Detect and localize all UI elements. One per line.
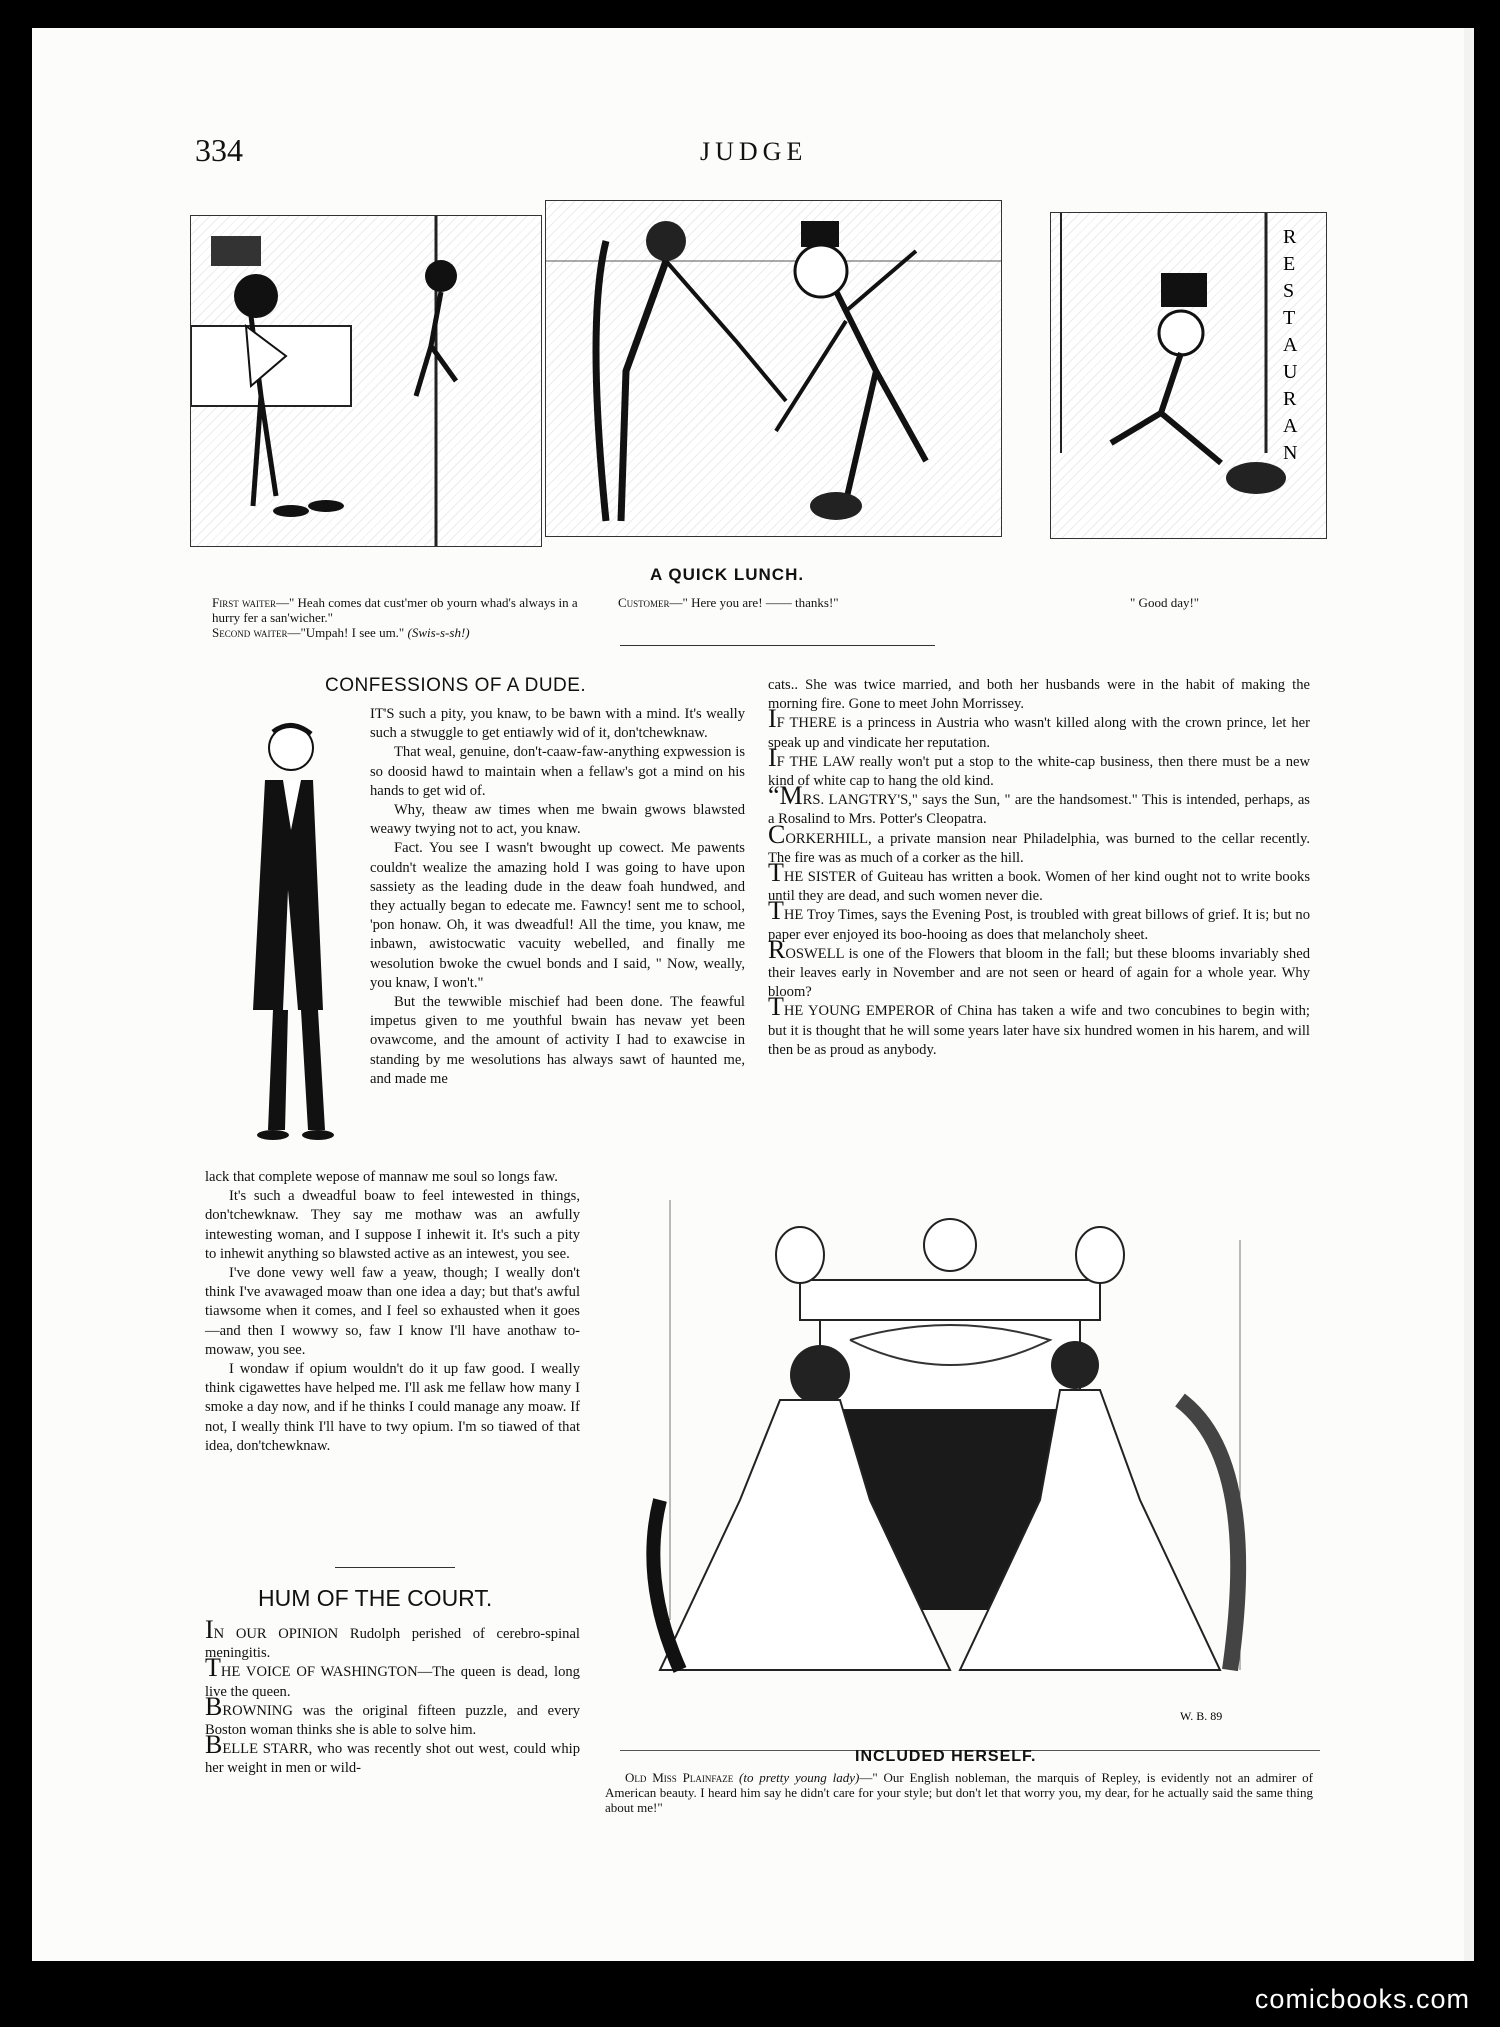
speaker-label: Customer — [618, 595, 670, 610]
news-item — [768, 934, 1310, 1003]
paragraph: I wondaw if opium wouldn't do it up faw good. I weally think cigawettes have helped me. I'll ask me fellaw how many I smoke a day now, and if he thinks I could manage any moaw. If not, I weally think I'll have to twy opium. I'm so tiawed of that idea, don'tchewknaw. — [205, 1361, 580, 1454]
caption-sound: (Swis-s-sh!) — [407, 625, 470, 640]
departure-drawing — [1051, 213, 1326, 538]
illustration-title: INCLUDED HERSELF. — [855, 1748, 1037, 1765]
stage-direction: (to pretty young lady) — [739, 1770, 860, 1785]
included-herself-illustration — [620, 1200, 1320, 1751]
two-ladies-drawing — [620, 1200, 1320, 1750]
running-head: JUDGE — [700, 137, 808, 166]
caption-text: —" Here you are! —— thanks!" — [669, 595, 839, 610]
continuation-text: cats.. She was twice married, and both her husbands were in the habit of making the morning fire. Gone to meet John Morrissey. — [768, 677, 1310, 713]
news-item — [768, 858, 1310, 906]
dude-heading: CONFESSIONS OF A DUDE. — [325, 675, 587, 696]
caption-text: —" Heah comes dat cust'mer ob yourn whad's always in a hurry fer a san'wicher." — [212, 595, 578, 625]
artist-signature: W. B. 89 — [1180, 1709, 1223, 1723]
news-item — [768, 992, 1310, 1060]
panel2-caption — [618, 595, 948, 610]
drop-cap: I — [205, 1615, 214, 1644]
lead-in: ORKERHILL, — [785, 830, 872, 847]
customer-drawing — [546, 201, 1001, 536]
hum-right-column — [768, 676, 1310, 1060]
panel1-caption — [212, 595, 592, 640]
item-text: is one of the Flowers that bloom in the fall; but these blooms invariably shed their leaves early in November and are not seen or heard of again for a whole year. Why bloom? — [768, 945, 1310, 1001]
cartoon-panel-1 — [190, 215, 542, 547]
section-rule — [335, 1567, 455, 1568]
lead-in: RS. LANGTRY'S," — [802, 792, 918, 809]
site-watermark: comicbooks.com — [1254, 1984, 1470, 2014]
caption-text: —" Our English nobleman, the marquis of Repley, is evidently not an admirer of American beauty. I heard him say he didn't care for your style; but don't let that worry you, my dear, for he actually said the same thing about me!" — [605, 1770, 1313, 1815]
item-text: really won't put a stop to the white-cap business, then there must be a new kind of white cap to hang the old kind. — [768, 753, 1311, 790]
paragraph: That weal, genuine, don't-caaw-faw-anything expwession is so doosid hawd to maintain when a fellaw's got a mind on his hands to get wid of. — [370, 744, 745, 799]
lead-in: F THERE — [776, 715, 837, 732]
drop-cap: I — [768, 742, 777, 772]
lead-in: OSWELL — [785, 945, 844, 962]
lead-in: HE YOUNG EMPEROR — [783, 1003, 935, 1020]
speaker-label: First waiter — [212, 595, 276, 610]
item-text: of China has taken a wife and two concubines to begin with; but it is thought that he will some years later have six hundred women in his harem, and will then be as proud as anybody. — [768, 1003, 1310, 1058]
illustration-caption — [605, 1770, 1313, 1815]
item-text: Rudolph perished of cerebro-spinal meningitis. — [205, 1626, 580, 1662]
item-text: a private mansion near Philadelphia, was burned to the cellar recently. The fire was as much of a corker as the hill. — [768, 830, 1310, 866]
news-item — [768, 896, 1310, 944]
news-item — [768, 781, 1310, 829]
drop-cap: C — [768, 819, 786, 849]
news-item — [205, 1730, 580, 1778]
drop-cap: R — [768, 934, 786, 964]
paragraph: But the tewwible mischief had been done. The feawful impetus given to me youthful bwain has nevaw yet been ovawcome, and the amount of activity I had to exawcise in standing by me wesolutions has always sawt of haunted me, and made me — [370, 994, 745, 1087]
item-text: of Guiteau has written a book. Women of her kind ought not to write books until they are dead, and such women never die. — [768, 869, 1310, 905]
next-page-edge — [1464, 28, 1474, 1961]
paragraph: It's such a dweadful boaw to feel intewested in things, don'tchewknaw. They say me mothaw was an awfully intewesting woman, and I suppose I inhewit it. It's such a pity to inhewit anything so blawsted active as an intewest, you see. — [205, 1188, 580, 1262]
speaker-label: Old Miss Plainfaze — [625, 1770, 734, 1785]
paragraph: Why, theaw aw times when me bwain gwows blawsted weawy twying not to act, you knaw. — [370, 802, 745, 838]
lead-in: N OUR OPINION — [213, 1626, 339, 1642]
drop-cap: I — [768, 704, 777, 734]
drop-cap: T — [768, 896, 784, 926]
drop-cap: T — [768, 992, 784, 1022]
dude-text-bottom — [205, 1168, 580, 1456]
paragraph: Fact. You see I wasn't bwought up cowect. Me pawents couldn't wealize the amazing hold I was going to have upon sassiety as the leading dude in the deaw foah hundwed, and they actually began to edecate me. Fawncy! sent me to school, 'pon honaw. Oh, it was dweadful! All the time, you knaw, me inbawn, awistocwatic vacuity webelled, and finally me wesolution bwoke the cwuel bonds and I said, " Now, weally, you knaw, I won't." — [370, 840, 745, 991]
lead-in: ROWNING — [222, 1702, 293, 1719]
item-text: —The queen is dead, long live the queen. — [205, 1664, 580, 1700]
drop-cap: T — [768, 858, 784, 888]
hum-heading: HUM OF THE COURT. — [258, 1585, 493, 1611]
paragraph: IT'S such a pity, you knaw, to be bawn with a mind. It's weally such a stwuggle to get entiawly wid of it, don'tchewknaw. — [370, 706, 745, 742]
drop-cap: T — [205, 1653, 221, 1683]
cartoon-panel-2 — [545, 200, 1002, 537]
hum-left-column — [205, 1615, 580, 1779]
lead-in: HE VOICE OF WASHINGTON — [220, 1664, 418, 1681]
section-rule — [620, 645, 935, 646]
item-text: says the Sun, " are the handsomest." This is intended, perhaps, as a Rosalind to Mrs. Potter's Cleopatra. — [768, 792, 1310, 828]
paragraph: lack that complete wepose of mannaw me soul so longs faw. — [205, 1169, 558, 1185]
news-item — [768, 704, 1310, 752]
page-number: 334 — [195, 132, 243, 168]
drop-cap: B — [205, 1691, 223, 1721]
speaker-label: Second waiter — [212, 625, 288, 640]
item-text: was the original fifteen puzzle, and every Boston woman thinks she is able to solve him. — [205, 1702, 580, 1739]
item-text: who was recently shot out west, could whip her weight in men or wild- — [205, 1741, 580, 1777]
lead-in: F THE LAW — [776, 753, 855, 770]
item-text: Troy Times, says the Evening Post, is troubled with great billows of grief. It is; but no paper ever enjoyed its boo-hooing as does that melancholy sheet. — [768, 907, 1310, 943]
drop-cap: B — [205, 1730, 223, 1760]
dude-text-top — [370, 705, 745, 1089]
restaurant-sign: R E S T A U R A N — [1283, 226, 1298, 464]
lead-in: ELLE STARR, — [222, 1741, 313, 1758]
panel3-caption: " Good day!" — [1130, 595, 1200, 610]
news-item — [205, 1615, 580, 1663]
news-item — [205, 1653, 580, 1701]
news-item — [768, 742, 1311, 791]
drop-cap: “M — [768, 781, 803, 811]
news-item — [768, 819, 1310, 868]
lead-in: HE — [783, 907, 804, 924]
dude-illustration — [213, 710, 353, 1150]
item-text: is a princess in Austria who wasn't killed along with the crown prince, let her speak up and vindicate her reputation. — [768, 715, 1310, 751]
waiters-drawing — [191, 216, 541, 546]
paragraph: I've done vewy well faw a yeaw, though; I weally don't think I've avawaged moaw than one idea a day; but that's awful tiawsome when it comes, and I feel so exhausted when it goes—and then I wowwy so, faw I know I'll have anothaw to-mowaw, you see. — [205, 1265, 580, 1358]
caption-text: —"Umpah! I see um." — [287, 625, 408, 640]
lead-in: HE SISTER — [783, 869, 857, 886]
news-item — [205, 1691, 580, 1740]
cartoon-panel-3 — [1050, 212, 1327, 539]
cartoon-title: A QUICK LUNCH. — [650, 565, 805, 584]
